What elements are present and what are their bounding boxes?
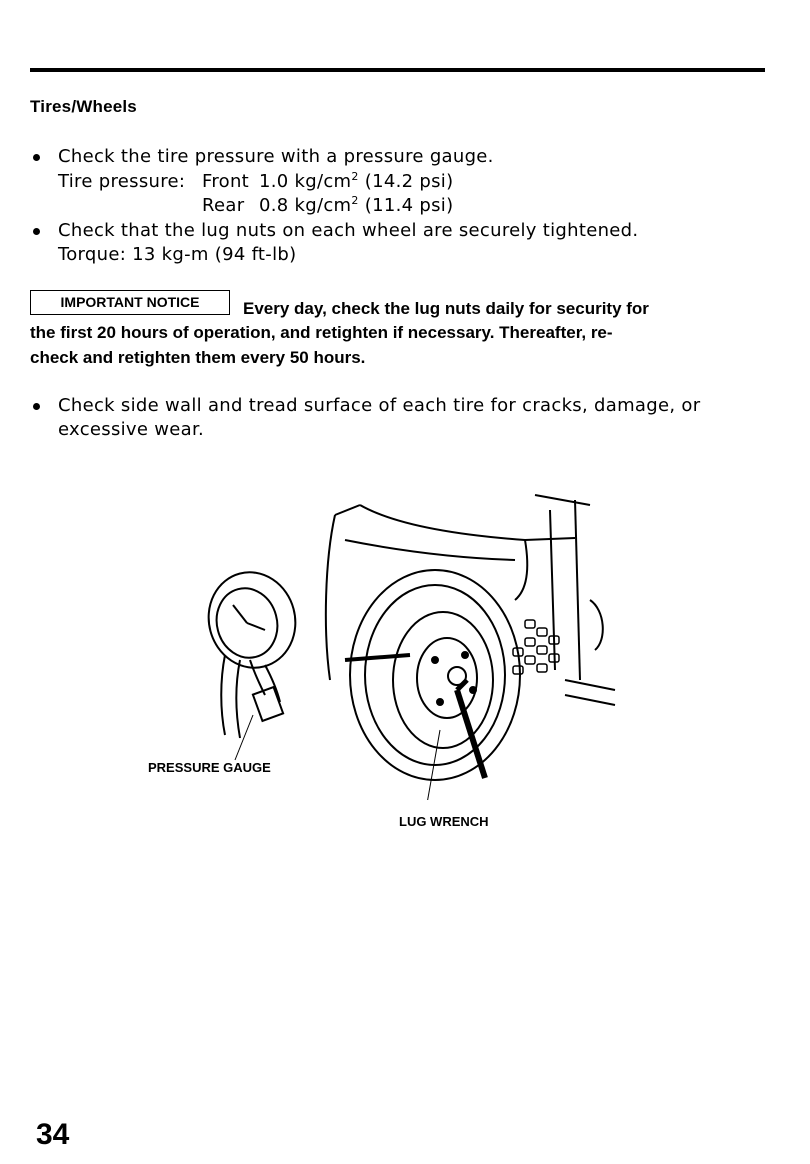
page-number: 34	[36, 1118, 70, 1151]
notice-line-3: check and retighten them every 50 hours.	[30, 348, 366, 367]
sidewall-line-1: Check side wall and tread surface of each tire for cracks, damage, or	[58, 395, 701, 416]
front-pressure-value: 1.0 $kg/cm^2$ (14.2 psi)	[259, 170, 454, 192]
lug-check-text: Check that the lug nuts on each wheel are securely tightened.	[58, 220, 639, 241]
bullet-icon	[33, 228, 40, 235]
section-title: Tires/Wheels	[30, 97, 137, 116]
pressure-gauge-label: PRESSURE GAUGE	[148, 760, 271, 775]
front-label: Front	[202, 171, 250, 192]
torque-text: Torque: 13 kg-m (94 ft-lb)	[58, 244, 297, 265]
pressure-gauge-icon	[198, 563, 306, 738]
bullet-icon	[33, 154, 40, 161]
lug-wrench-label: LUG WRENCH	[399, 814, 489, 829]
rear-pressure-value: 0.8 $kg/cm^2$ (11.4 psi)	[259, 194, 454, 216]
top-rule	[30, 68, 765, 72]
notice-line-2: the first 20 hours of operation, and retighten if necessary. Thereafter, re-	[30, 323, 613, 342]
tire-check-illustration	[195, 480, 620, 800]
sidewall-line-2: excessive wear.	[58, 419, 205, 440]
bullet-icon	[33, 403, 40, 410]
important-notice-box: IMPORTANT NOTICE	[30, 290, 230, 315]
lug-wrench-icon	[457, 680, 485, 778]
notice-line-1: Every day, check the lug nuts daily for security for	[243, 299, 649, 318]
tire-icon	[350, 570, 520, 780]
rear-label: Rear	[202, 195, 245, 216]
pressure-check-text: Check the tire pressure with a pressure gauge.	[58, 146, 494, 167]
tire-pressure-label: Tire pressure:	[58, 171, 186, 192]
